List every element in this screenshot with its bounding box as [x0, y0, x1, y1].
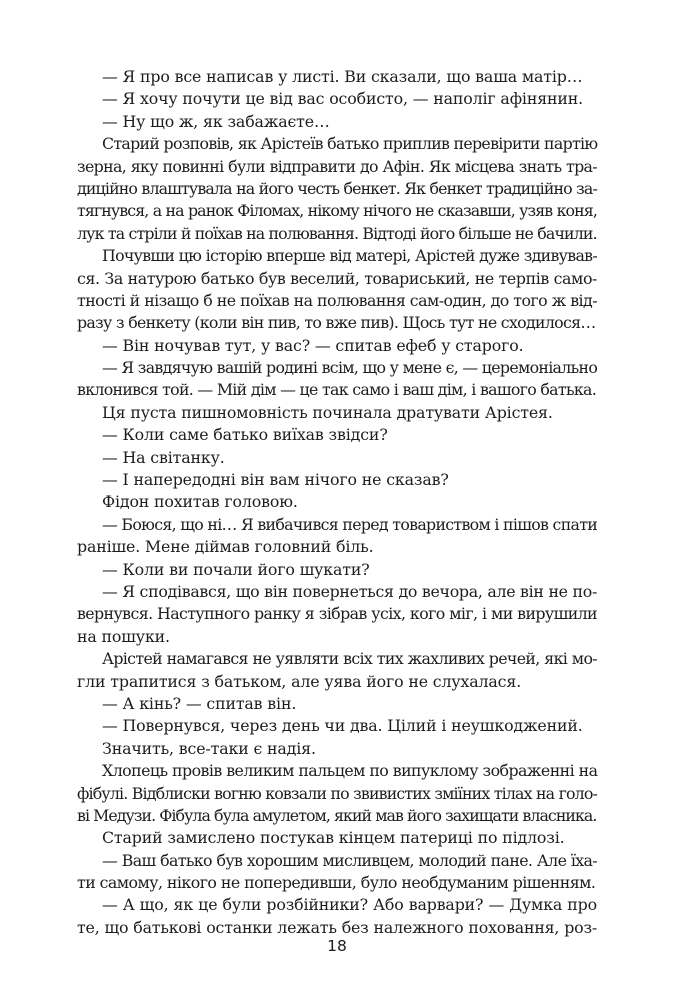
text-line: — Він ночував тут, у вас? — спитав ефеб у старого. — [102, 335, 524, 355]
text-line: — Боюся, що ні… Я вибачився перед товариством і пішов спати — [102, 514, 598, 534]
text-line: Значить, все-таки є надія. — [102, 738, 316, 758]
page-number: 18 — [327, 937, 347, 955]
text-line: — Ну що ж, як забажаєте… — [102, 111, 330, 131]
text-line: те, що батькові останки лежать без належного поховання, роз- — [77, 917, 597, 937]
text-line: Старий замислено постукав кінцем патериці по підлозі. — [102, 828, 565, 848]
text-line: гли трапитися з батьком, але уява його не слухалася. — [77, 671, 522, 691]
text-line: — Я хочу почути це від вас особисто, — наполіг афінянин. — [102, 89, 584, 109]
text-line: — Повернувся, через день чи два. Цілий і неушкоджений. — [102, 716, 583, 736]
text-line: Арістей намагався не уявляти всіх тих жахливих речей, які мо- — [102, 649, 597, 669]
text-line: Старий розповів, як Арістеїв батько приплив перевірити партію — [102, 134, 598, 154]
text-line: ти самому, нікого не попередивши, було необдуманим рішенням. — [77, 873, 596, 893]
text-line: Почувши цю історію вперше від матері, Арістей дуже здивував- — [102, 246, 597, 266]
text-line: — Ваш батько був хорошим мисливцем, молодий пане. Але їха- — [102, 850, 597, 870]
text-line: Ця пуста пишномовність починала дратувати Арістея. — [102, 402, 553, 422]
text-line: раніше. Мене діймав головний біль. — [77, 537, 374, 557]
text-line: Хлопець провів великим пальцем по випуклому зображенні на — [102, 761, 598, 781]
text-line: лук та стріли й поїхав на полювання. Відтоді його більше не бачили. — [77, 223, 597, 243]
text-line: — І напередодні він вам нічого не сказав? — [102, 470, 449, 490]
text-line: — А кінь? — спитав він. — [102, 693, 297, 713]
body-text — [77, 66, 597, 939]
text-line: зерна, яку повинні були відправити до Афін. Як місцева знать тра- — [77, 156, 597, 176]
text-line: — Коли саме батько виїхав звідси? — [102, 425, 388, 445]
text-line: ся. За натурою батько був веселий, товариський, не терпів само- — [77, 268, 597, 288]
text-line: тності й нізащо б не поїхав на полювання сам-один, до того ж від- — [77, 290, 597, 310]
text-line: — А що, як це були розбійники? Або варвари? — Думка про — [102, 895, 597, 915]
text-line: — Я завдячую вашій родині всім, що у мене є, — церемоніально — [102, 358, 598, 378]
text-line: — Коли ви почали його шукати? — [102, 559, 370, 579]
text-line: вклонився той. — Мій дім — це так само і ваш дім, і вашого батька. — [77, 380, 597, 400]
text-line: на пошуки. — [77, 626, 170, 646]
text-line: вернувся. Наступного ранку я зібрав усіх, кого міг, і ми вирушили — [77, 604, 597, 624]
text-line: диційно влаштувала на його честь бенкет. Як бенкет традиційно за- — [77, 178, 597, 198]
text-line: ві Медузи. Фібула була амулетом, який мав його захищати власника. — [77, 805, 597, 825]
text-line: Фідон похитав головою. — [102, 492, 298, 512]
text-line: фібулі. Відблиски вогню ковзали по звивистих зміїних тілах на голо- — [77, 783, 597, 803]
text-line: — Я про все написав у листі. Ви сказали, що ваша матір… — [102, 67, 583, 86]
text-line: разу з бенкету (коли він пив, то вже пив). Щось тут не сходилося… — [77, 313, 596, 333]
text-line: — На світанку. — [102, 447, 225, 467]
text-line: тягнувся, а на ранок Філомах, нікому нічого не сказавши, узяв коня, — [77, 201, 597, 221]
text-line: — Я сподівався, що він повернеться до вечора, але він не по- — [102, 581, 597, 601]
